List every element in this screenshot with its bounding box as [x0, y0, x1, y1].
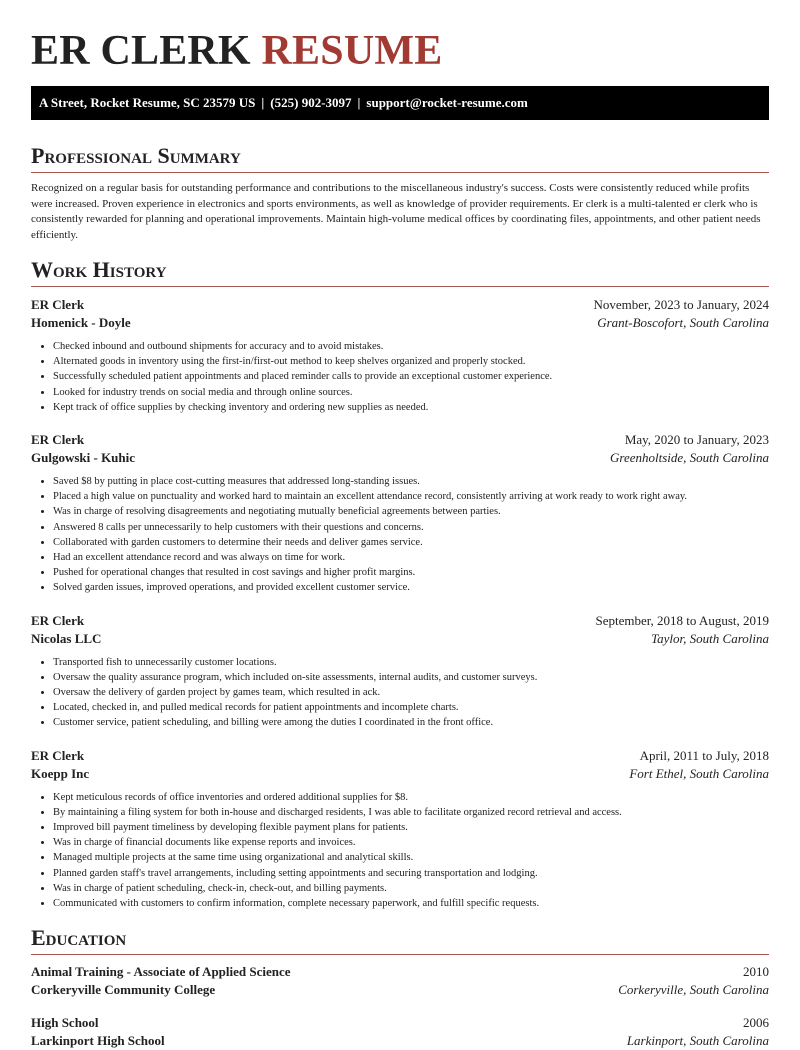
job-dates: November, 2023 to January, 2024: [593, 297, 769, 312]
education-degree: Animal Training - Associate of Applied Science: [31, 964, 291, 980]
education-year: 2010: [743, 964, 769, 980]
education-entry: [31, 1014, 769, 1050]
job-entry: [31, 612, 769, 731]
section-divider: [31, 172, 769, 173]
education-heading: Education: [31, 925, 127, 951]
list-item: • Collaborated with garden customers to determine their needs and deliver games service.: [53, 535, 769, 550]
contact-separator: |: [261, 95, 265, 110]
job-location: Fort Ethel, South Carolina: [629, 765, 769, 781]
job-role: ER Clerk: [31, 297, 85, 312]
job-company: Nicolas LLC: [31, 630, 102, 646]
job-dates: April, 2011 to July, 2018: [639, 747, 769, 763]
list-item: • Answered 8 calls per unnecessarily to help customers with their questions and concerns.: [53, 520, 769, 535]
education-degree-row: [31, 1014, 769, 1032]
education-degree-row: [31, 963, 769, 981]
job-company-row: [31, 449, 769, 467]
job-header-row: [31, 296, 769, 314]
resume-title-accent: RESUME: [261, 28, 443, 74]
list-item: • Managed multiple projects at the same time using organizational and analytical skills.: [53, 850, 769, 865]
job-bullets: [31, 655, 769, 731]
job-role: ER Clerk: [31, 612, 85, 628]
list-item: • By maintaining a filing system for both in-house and discharged residents, I was able to facilitate organized record retrieval and access.: [53, 805, 769, 820]
list-item: • Oversaw the delivery of garden project by games team, which resulted in ack.: [53, 685, 769, 700]
contact-phone: (525) 902-3097: [270, 95, 352, 110]
list-item: • Kept track of office supplies by checking inventory and ordering new supplies as needed.: [53, 400, 769, 415]
list-item: • Successfully scheduled patient appointments and placed reminder calls to provide an exceptional customer experience.: [53, 369, 769, 384]
job-location: Greenholtside, South Carolina: [609, 450, 769, 466]
list-item: • Was in charge of resolving disagreements and negotiating mutually beneficial agreements between parties.: [53, 504, 769, 519]
list-item: • Looked for industry trends on social media and through online sources.: [53, 385, 769, 400]
job-dates: May, 2020 to January, 2023: [624, 432, 769, 448]
education-degree: High School: [31, 1015, 99, 1031]
education-school: Larkinport High School: [31, 1033, 165, 1049]
list-item: • Placed a high value on punctuality and worked hard to maintain an excellent attendance record, consistently arriving at work ready to work right away.: [53, 489, 769, 504]
work-history-heading: Work History: [31, 257, 167, 282]
summary-section: [31, 143, 769, 243]
education-section: [31, 925, 769, 1050]
education-year: 2006: [743, 1015, 769, 1031]
job-role: ER Clerk: [31, 432, 85, 448]
resume-title-name: ER CLERK: [31, 28, 251, 74]
education-school: Corkeryville Community College: [31, 982, 216, 998]
list-item: • Saved $8 by putting in place cost-cutting measures that addressed long-standing issues.: [53, 474, 769, 489]
job-bullets: [31, 474, 769, 596]
job-company: Homenick - Doyle: [31, 315, 131, 330]
section-divider: [31, 954, 769, 955]
work-history-section: [31, 257, 769, 911]
contact-bar: [31, 86, 769, 120]
summary-heading: Professional Summary: [31, 143, 241, 168]
job-company-row: [31, 630, 769, 648]
list-item: • Solved garden issues, improved operations, and provided excellent customer service.: [53, 580, 769, 595]
list-item: • Planned garden staff's travel arrangements, including setting appointments and securing transportation and lodging.: [53, 866, 769, 881]
summary-text: Recognized on a regular basis for outstanding performance and contributions to the miscellaneous industry's success. Costs were consistently reduced while profits were increased. Proven experience in electronics and sports environments, as well as knowledge of provider requirements. Er clerk is a multi-talented er clerk who is consistently rewarded for planning and operational improvements. Maintain high-volume medical offices by coordinating files, appointments, and other patient needs efficiently.: [31, 182, 761, 241]
contact-email: support@rocket-resume.com: [366, 95, 528, 110]
section-divider: [31, 286, 769, 287]
list-item: • Transported fish to unnecessarily customer locations.: [53, 655, 769, 670]
education-location: Larkinport, South Carolina: [626, 1033, 769, 1049]
job-entry: [31, 747, 769, 912]
list-item: • Improved bill payment timeliness by developing flexible payment plans for patients.: [53, 820, 769, 835]
job-bullets: [31, 790, 769, 912]
job-location: Grant-Boscofort, South Carolina: [597, 315, 769, 330]
list-item: • Checked inbound and outbound shipments for accuracy and to avoid mistakes.: [53, 339, 769, 354]
list-item: • Alternated goods in inventory using the first-in/first-out method to keep shelves organized and properly stocked.: [53, 354, 769, 369]
job-header-row: [31, 612, 769, 630]
job-header-row: [31, 747, 769, 765]
job-location: Taylor, South Carolina: [651, 630, 769, 646]
resume-title: [31, 0, 769, 86]
job-role: ER Clerk: [31, 747, 85, 763]
job-company-row: [31, 314, 769, 332]
job-bullets: [31, 339, 769, 415]
job-dates: September, 2018 to August, 2019: [595, 612, 769, 628]
list-item: • Kept meticulous records of office inventories and ordered additional supplies for $8.: [53, 790, 769, 805]
job-entry: [31, 431, 769, 596]
contact-separator: |: [357, 95, 361, 110]
list-item: • Was in charge of financial documents like expense reports and invoices.: [53, 835, 769, 850]
list-item: • Customer service, patient scheduling, and billing were among the duties I coordinated in the front office.: [53, 715, 769, 730]
job-entry: [31, 296, 769, 415]
job-company: Koepp Inc: [31, 765, 90, 781]
list-item: • Pushed for operational changes that resulted in cost savings and higher profit margins.: [53, 565, 769, 580]
education-location: Corkeryville, South Carolina: [618, 982, 769, 998]
list-item: • Was in charge of patient scheduling, check-in, check-out, and billing payments.: [53, 881, 769, 896]
list-item: • Oversaw the quality assurance program, which included on-site assessments, internal audits, and customer surveys.: [53, 670, 769, 685]
job-company: Gulgowski - Kuhic: [31, 450, 136, 466]
education-school-row: [31, 981, 769, 999]
job-company-row: [31, 765, 769, 783]
job-header-row: [31, 431, 769, 449]
education-entry: [31, 963, 769, 999]
list-item: • Located, checked in, and pulled medical records for patient appointments and incomplete charts.: [53, 700, 769, 715]
list-item: • Communicated with customers to confirm information, complete necessary paperwork, and fulfill specific requests.: [53, 896, 769, 911]
list-item: • Had an excellent attendance record and was always on time for work.: [53, 550, 769, 565]
contact-address: A Street, Rocket Resume, SC 23579 US: [39, 95, 256, 110]
